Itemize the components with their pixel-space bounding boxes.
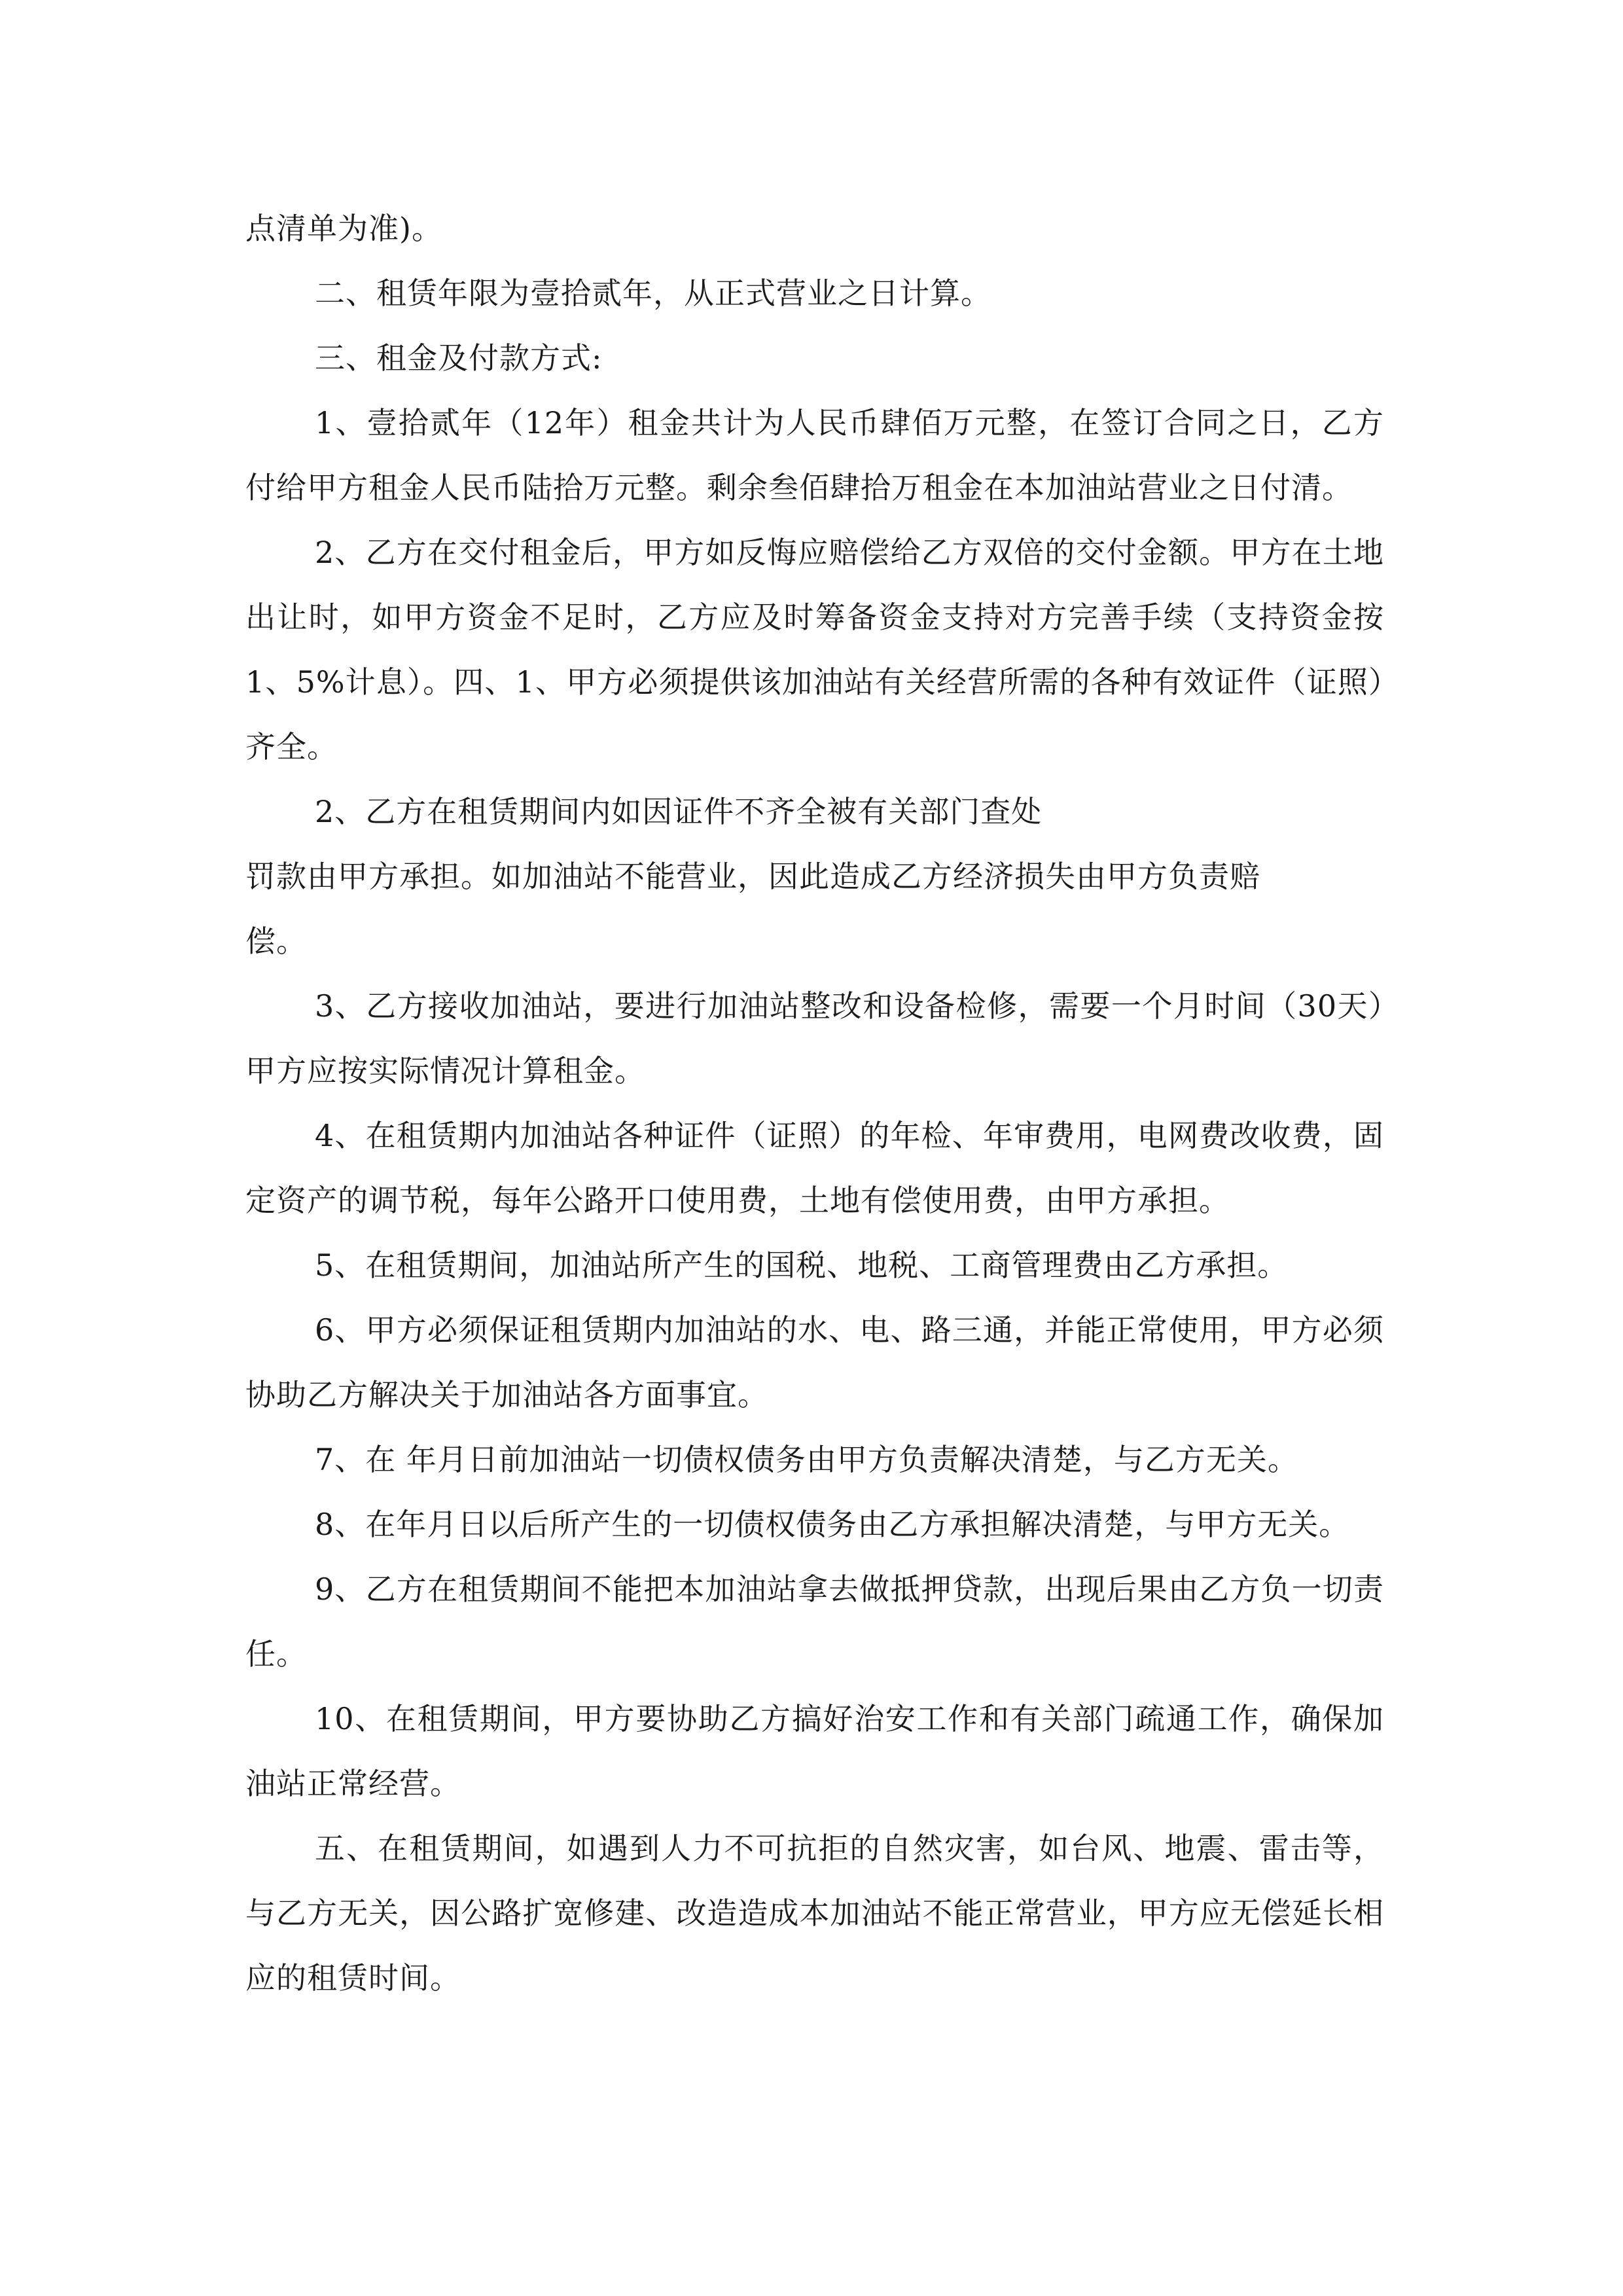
paragraph-rent-heading: 三、租金及付款方式: — [315, 340, 603, 376]
paragraph-no-mortgage: 9、乙方在租赁期间不能把本加油站拿去做抵押贷款，出现后果由乙方负一切责任。 — [245, 1571, 1384, 1672]
paragraph-rent-compensation: 2、乙方在交付租金后，甲方如反悔应赔偿给乙方双倍的交付金额。甲方在土地出让时，如甲方资金不足时，乙方应及时筹备资金支持对方完善手续（支持资金按1、5%计息）。四、1、甲方必须提供该加油站有关经营所需的各种有效证件（证照）齐全。 — [245, 535, 1384, 764]
paragraph-taxes: 5、在租赁期间，加油站所产生的国税、地税、工商管理费由乙方承担。 — [315, 1247, 1289, 1283]
paragraph-security-assistance: 10、在租赁期间，甲方要协助乙方搞好治安工作和有关部门疏通工作，确保加油站正常经营。 — [245, 1701, 1384, 1801]
paragraph-inventory-note: 点清单为准)。 — [245, 211, 442, 246]
paragraph-rent-total: 1、壹拾贰年（12年）租金共计为人民币肆佰万元整，在签订合同之日，乙方付给甲方租金人民币陆拾万元整。剩余叁佰肆拾万租金在本加油站营业之日付清。 — [245, 405, 1384, 505]
paragraph-lease-term: 二、租赁年限为壹拾贰年，从正式营业之日计算。 — [315, 276, 991, 311]
paragraph-handover-repair: 3、乙方接收加油站，要进行加油站整改和设备检修，需要一个月时间（30天）甲方应按实际情况计算租金。 — [245, 988, 1384, 1088]
paragraph-annual-fees: 4、在租赁期内加油站各种证件（证照）的年检、年审费用，电网费改收费，固定资产的调节税，每年公路开口使用费，土地有偿使用费，由甲方承担。 — [245, 1118, 1384, 1218]
paragraph-fine-liability: 罚款由甲方承担。如加油站不能营业，因此造成乙方经济损失由甲方负责赔 — [245, 859, 1260, 894]
paragraph-utilities: 6、甲方必须保证租赁期内加油站的水、电、路三通，并能正常使用，甲方必须协助乙方解决关于加油站各方面事宜。 — [245, 1312, 1384, 1412]
paragraph-force-majeure: 五、在租赁期间，如遇到人力不可抗拒的自然灾害，如台风、地震、雷击等，与乙方无关，因公路扩宽修建、改造造成本加油站不能正常营业，甲方应无偿延长相应的租赁时间。 — [245, 1831, 1384, 1996]
paragraph-prior-debts: 7、在 年月日前加油站一切债权债务由甲方负责解决清楚，与乙方无关。 — [315, 1442, 1298, 1477]
paragraph-fine-liability-end: 偿。 — [245, 924, 307, 959]
document-body — [245, 196, 1384, 2011]
paragraph-certificate-penalty: 2、乙方在租赁期间内如因证件不齐全被有关部门查处 — [315, 794, 1043, 829]
paragraph-later-debts: 8、在年月日以后所产生的一切债权债务由乙方承担解决清楚，与甲方无关。 — [315, 1507, 1350, 1542]
